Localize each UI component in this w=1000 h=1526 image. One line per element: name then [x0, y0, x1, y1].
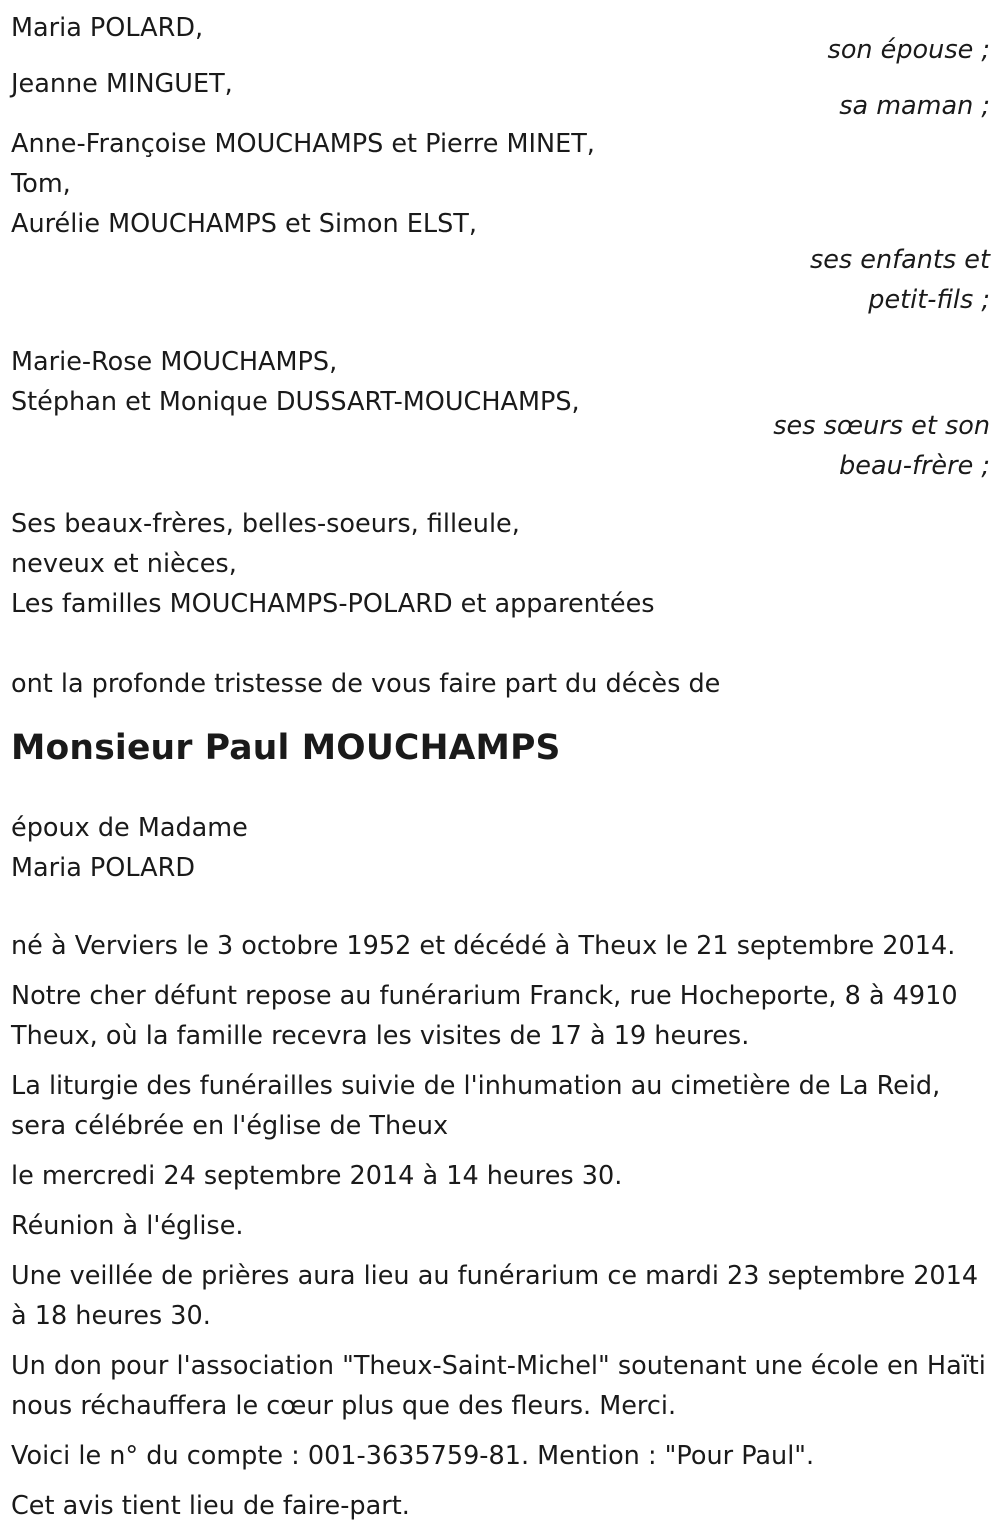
- spouse-line: Maria POLARD: [11, 853, 195, 883]
- meeting-point: Réunion à l'église.: [11, 1211, 244, 1241]
- vigil-info: Une veillée de prières aura lieu au funérarium ce mardi 23 septembre 2014 à 18 heures 30.: [11, 1261, 979, 1331]
- extended-family-line: Les familles MOUCHAMPS-POLARD et apparentées: [11, 589, 655, 619]
- announcement-text: ont la profonde tristesse de vous faire part du décès de: [11, 669, 721, 699]
- ceremony-date: le mercredi 24 septembre 2014 à 14 heures 30.: [11, 1161, 623, 1191]
- extended-family-line: Ses beaux-frères, belles-soeurs, filleule,: [11, 509, 520, 539]
- spouse-line: époux de Madame: [11, 813, 248, 843]
- funerarium-info: Notre cher défunt repose au funérarium Franck, rue Hocheporte, 8 à 4910 Theux, où la famille recevra les visites de 17 à 19 heures.: [11, 981, 958, 1051]
- family-name-line: Aurélie MOUCHAMPS et Simon ELST,: [11, 209, 477, 239]
- family-group-siblings: [11, 342, 990, 486]
- birth-death-info: né à Verviers le 3 octobre 1952 et décédé à Theux le 21 septembre 2014.: [11, 931, 956, 961]
- family-name-line: Tom,: [11, 169, 71, 199]
- account-info: Voici le n° du compte : 001-3635759-81. Mention : "Pour Paul".: [11, 1441, 815, 1471]
- family-name-line: Anne-Françoise MOUCHAMPS et Pierre MINET,: [11, 129, 595, 159]
- family-group-mother: [11, 64, 990, 126]
- family-role: ses sœurs et son: [773, 411, 990, 441]
- family-name-line: Jeanne MINGUET,: [11, 69, 233, 99]
- extended-family-line: neveux et nièces,: [11, 549, 237, 579]
- deceased-name: Monsieur Paul MOUCHAMPS: [11, 728, 561, 768]
- extended-family: [11, 504, 990, 624]
- family-role: beau-frère ;: [839, 451, 990, 481]
- liturgy-info: La liturgie des funérailles suivie de l'inhumation au cimetière de La Reid, sera célébrée en l'église de Theux: [11, 1071, 941, 1141]
- family-name-line: Stéphan et Monique DUSSART-MOUCHAMPS,: [11, 387, 580, 417]
- donation-info: Un don pour l'association "Theux-Saint-Michel" soutenant une école en Haïti nous réchauffera le cœur plus que des fleurs. Merci.: [11, 1351, 986, 1421]
- family-role: son épouse ;: [827, 35, 990, 65]
- spouse-info: [11, 808, 990, 888]
- family-role: ses enfants et: [809, 245, 990, 275]
- family-group-children: [11, 124, 990, 320]
- family-role: sa maman ;: [839, 91, 990, 121]
- family-group-spouse: [11, 8, 990, 70]
- family-role: petit-fils ;: [868, 285, 990, 315]
- closing-note: Cet avis tient lieu de faire-part.: [11, 1491, 410, 1521]
- family-name-line: Maria POLARD,: [11, 13, 204, 43]
- details: [11, 926, 990, 1526]
- family-name-line: Marie-Rose MOUCHAMPS,: [11, 347, 338, 377]
